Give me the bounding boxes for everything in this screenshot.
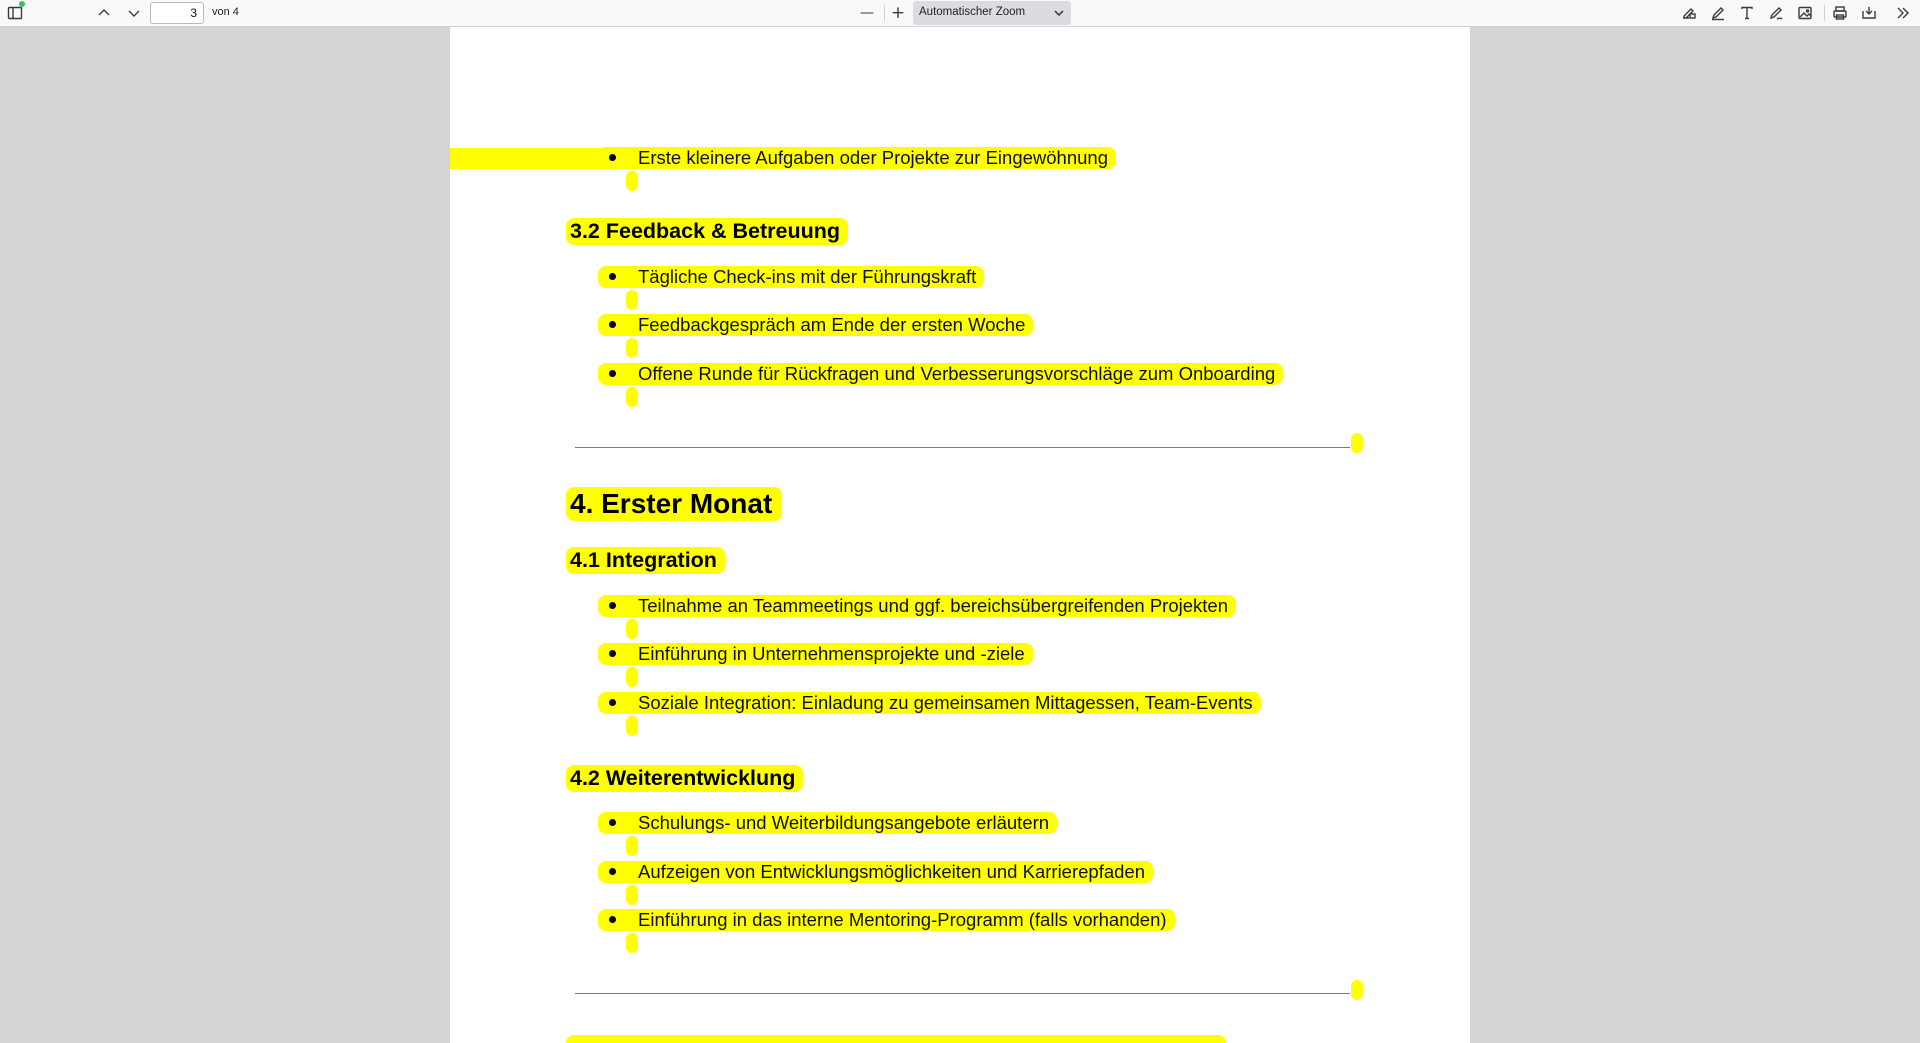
- section-heading-3-2: 3.2 Feedback & Betreuung: [566, 218, 848, 245]
- horizontal-rule: [575, 447, 1350, 448]
- notification-dot: [19, 1, 25, 7]
- bullet-icon: [609, 370, 616, 377]
- list-item: [598, 363, 1283, 385]
- list-item: [598, 266, 984, 288]
- save-button[interactable]: [1857, 2, 1881, 24]
- chevron-down-icon: [126, 5, 142, 21]
- print-icon: [1832, 5, 1848, 21]
- chevron-down-icon: [1053, 7, 1065, 19]
- previous-page-button[interactable]: [92, 2, 116, 24]
- toolbar-separator: [1824, 5, 1825, 21]
- list-item: [598, 595, 1236, 617]
- zoom-select[interactable]: [913, 1, 1071, 25]
- pen-tool-button[interactable]: [1706, 2, 1730, 24]
- section-heading-4-1: 4.1 Integration: [566, 547, 725, 574]
- bullet-icon: [609, 916, 616, 923]
- pen-icon: [1710, 5, 1726, 21]
- text-cursor-marker: [626, 290, 638, 310]
- text-cursor-marker: [626, 836, 638, 856]
- text-cursor-marker: [626, 885, 638, 905]
- list-item-text: Erste kleinere Aufgaben oder Projekte zur Eingewöhnung: [638, 147, 1108, 168]
- bullet-icon: [609, 273, 616, 280]
- list-item: [598, 147, 1116, 169]
- list-item-text: Soziale Integration: Einladung zu gemeinsamen Mittagessen, Team-Events: [638, 692, 1253, 713]
- sidebar-toggle-icon: [7, 5, 23, 21]
- save-icon: [1861, 5, 1877, 21]
- text-cursor-marker: [626, 387, 638, 407]
- page-count-label: von 4: [212, 6, 239, 18]
- bullet-icon: [609, 868, 616, 875]
- list-item-text: Feedbackgespräch am Ende der ersten Woche: [638, 314, 1026, 335]
- toolbar-separator: [884, 5, 885, 21]
- list-item: [598, 314, 1033, 336]
- highlight-icon: [1681, 5, 1697, 21]
- list-item-text: Einführung in Unternehmensprojekte und -ziele: [638, 643, 1025, 664]
- list-item: [598, 861, 1153, 883]
- text-cursor-marker: [626, 619, 638, 639]
- list-item-text: Offene Runde für Rückfragen und Verbesserungsvorschläge zum Onboarding: [638, 363, 1276, 384]
- list-item: [598, 692, 1261, 714]
- cut-off-heading-highlight: [566, 1035, 1226, 1043]
- highlight-tool-button[interactable]: [1677, 2, 1701, 24]
- next-page-button[interactable]: [122, 2, 146, 24]
- zoom-in-button[interactable]: [886, 2, 910, 24]
- zoom-out-button[interactable]: [855, 2, 879, 24]
- text-cursor-marker: [626, 716, 638, 736]
- list-item-text: Schulungs- und Weiterbildungsangebote erläutern: [638, 812, 1050, 833]
- list-item: [598, 812, 1057, 834]
- section-heading-4: 4. Erster Monat: [566, 487, 782, 521]
- bullet-icon: [609, 699, 616, 706]
- page-number-input[interactable]: [150, 2, 204, 24]
- image-tool-button[interactable]: [1793, 2, 1817, 24]
- more-tools-button[interactable]: [1891, 2, 1915, 24]
- bullet-icon: [609, 819, 616, 826]
- text-tool-button[interactable]: [1735, 2, 1759, 24]
- list-item-text: Tägliche Check-ins mit der Führungskraft: [638, 266, 977, 287]
- list-item-text: Aufzeigen von Entwicklungsmöglichkeiten und Karrierepfaden: [638, 861, 1145, 882]
- text-cursor-marker: [626, 667, 638, 687]
- list-item-text: Teilnahme an Teammeetings und ggf. bereichsübergreifenden Projekten: [638, 595, 1228, 616]
- image-icon: [1797, 5, 1813, 21]
- list-item: [598, 909, 1175, 931]
- pdf-toolbar: [0, 0, 1920, 27]
- draw-tool-button[interactable]: [1764, 2, 1788, 24]
- bullet-icon: [609, 321, 616, 328]
- section-heading-4-2: 4.2 Weiterentwicklung: [566, 765, 803, 792]
- zoom-select-label: Automatischer Zoom: [919, 6, 1026, 18]
- bullet-icon: [609, 650, 616, 657]
- bullet-icon: [609, 154, 616, 161]
- text-cursor-marker: [626, 171, 638, 191]
- draw-icon: [1768, 5, 1784, 21]
- text-cursor-marker: [1351, 980, 1363, 1000]
- zoom-in-icon: +: [890, 3, 906, 23]
- bullet-icon: [609, 602, 616, 609]
- text-cursor-marker: [626, 338, 638, 358]
- pdf-page: [450, 27, 1470, 1043]
- chevron-up-icon: [96, 5, 112, 21]
- text-cursor-marker: [1351, 433, 1363, 453]
- print-button[interactable]: [1828, 2, 1852, 24]
- double-chevron-icon: [1895, 5, 1911, 21]
- zoom-out-icon: —: [860, 5, 874, 21]
- list-item-text: Einführung in das interne Mentoring-Programm (falls vorhanden): [638, 909, 1167, 930]
- text-cursor-marker: [626, 933, 638, 953]
- horizontal-rule: [575, 993, 1350, 994]
- text-icon: [1739, 5, 1755, 21]
- list-item: [598, 643, 1033, 665]
